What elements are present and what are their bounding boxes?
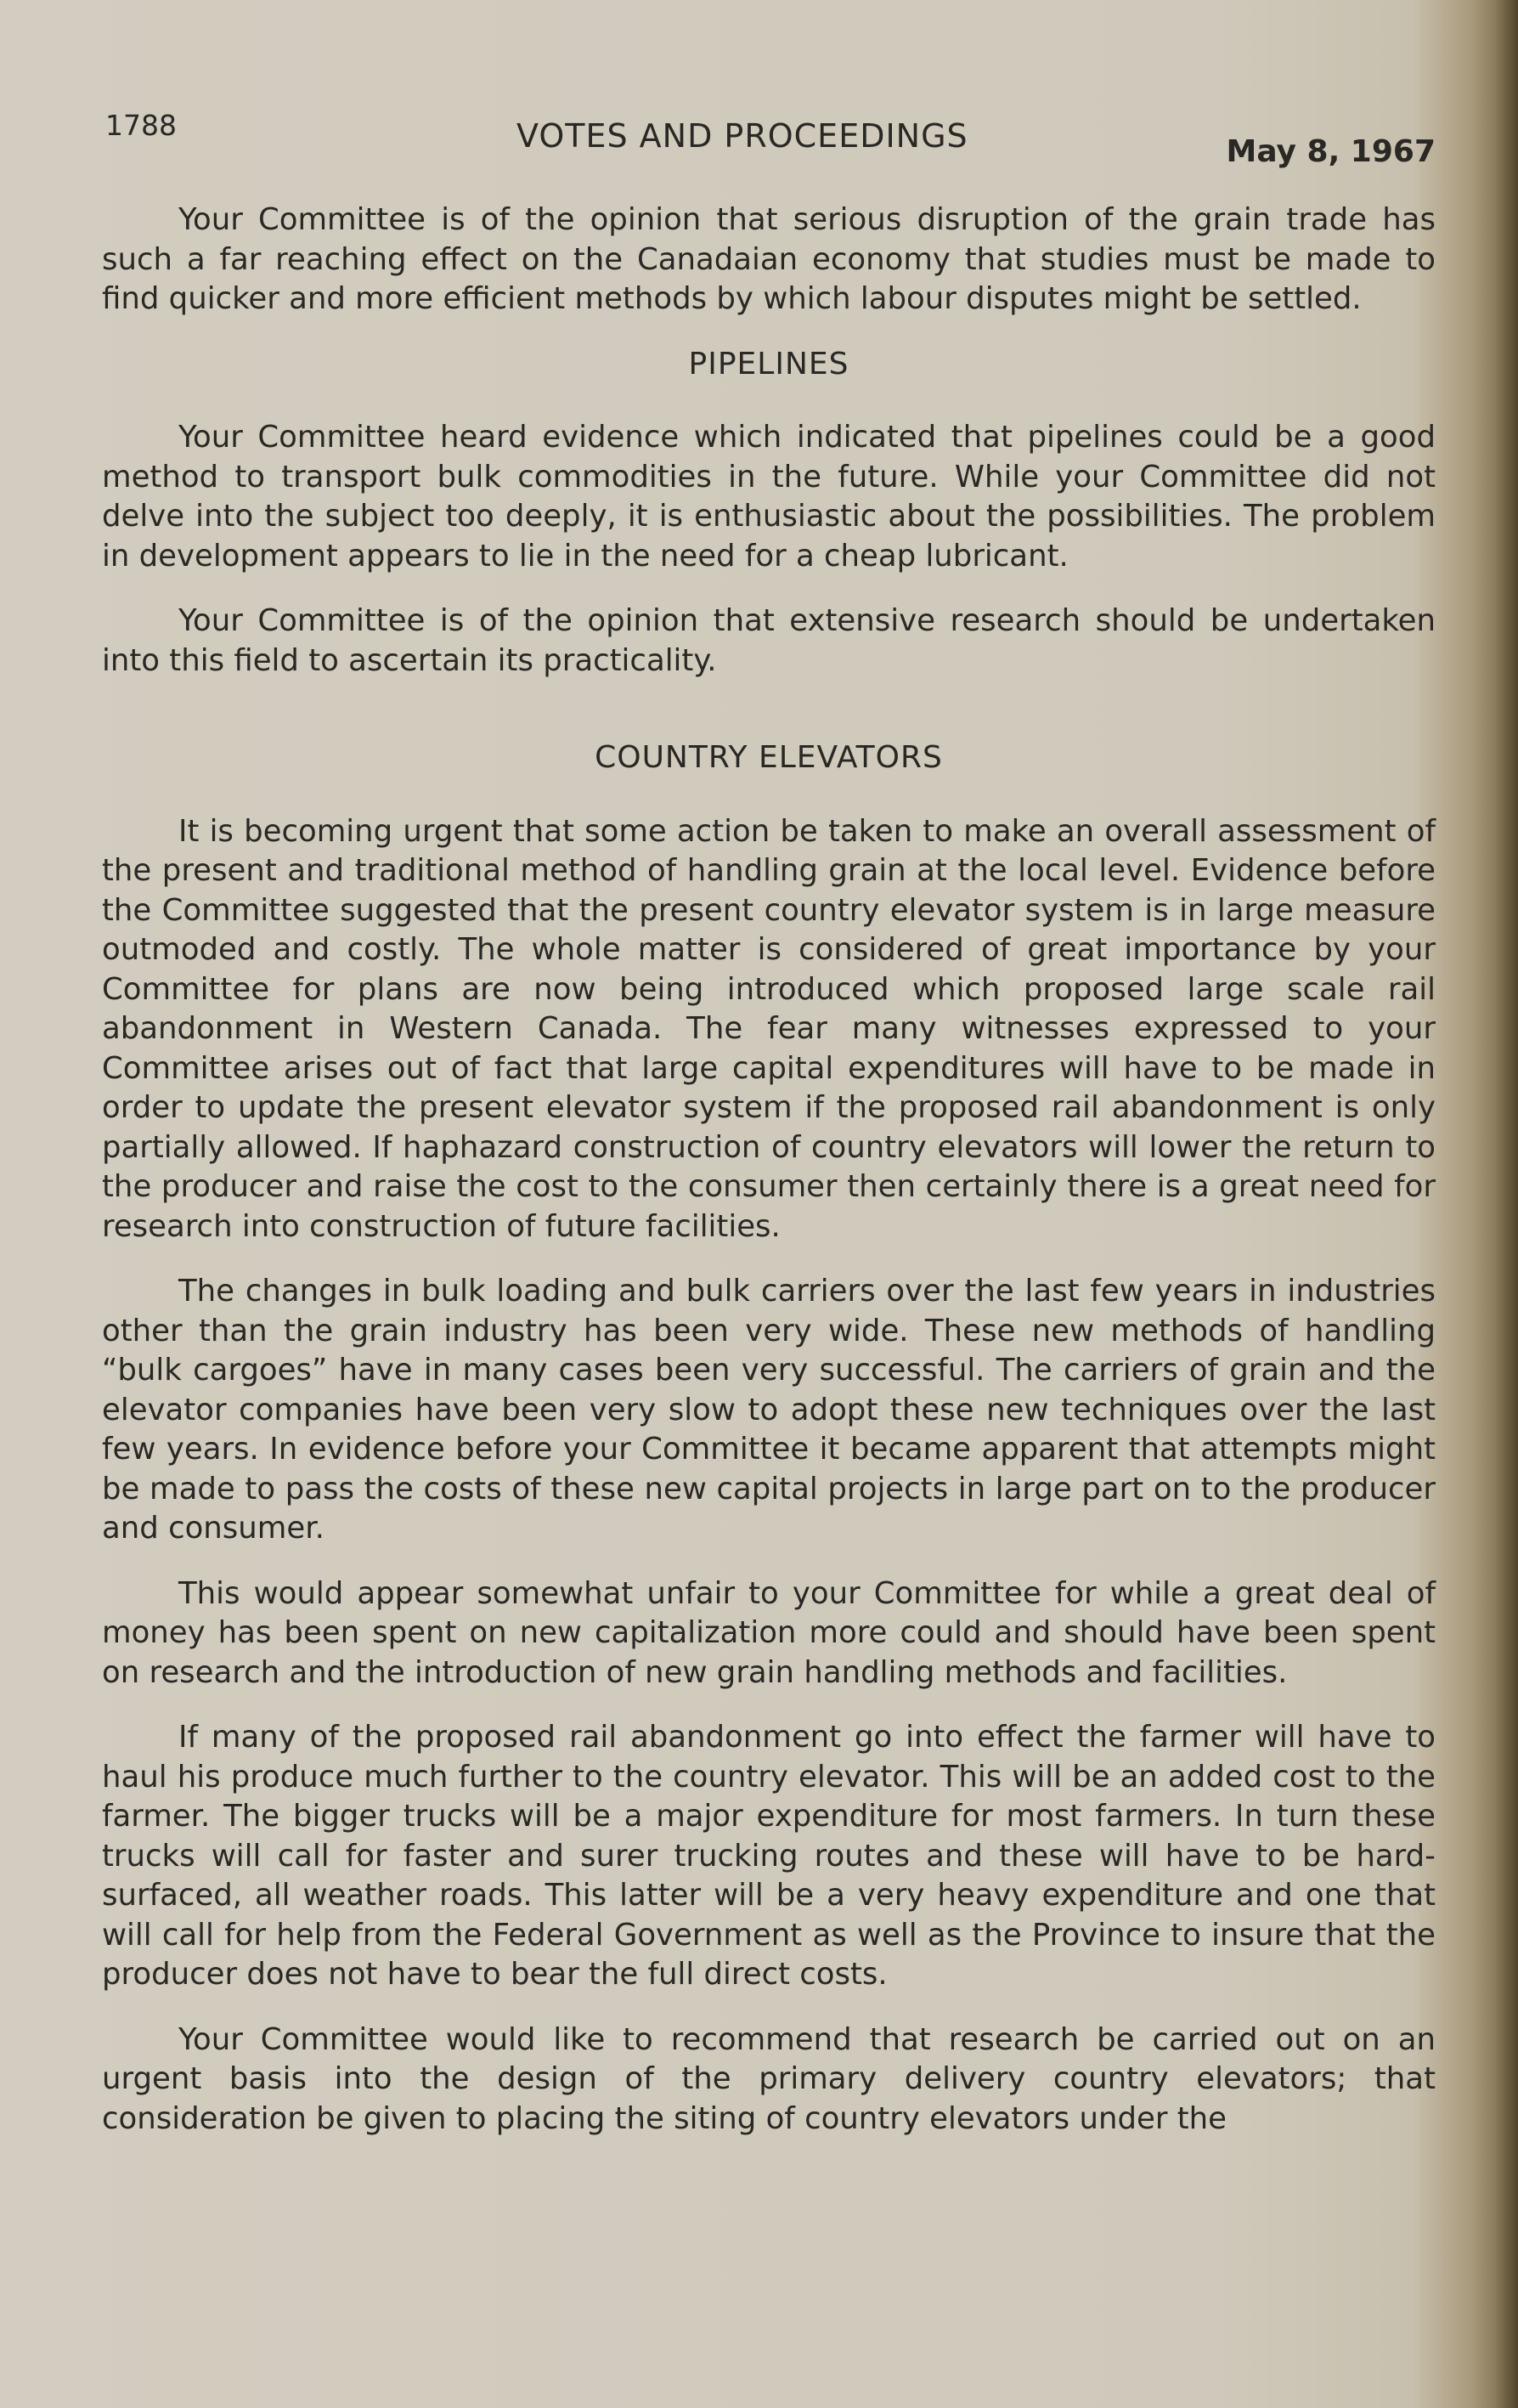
elevators-paragraph-3: This would appear somewhat unfair to your Committee for while a great deal of money has been spent on new capitalization more could and should have been spent on research and the introduction of new grain handling methods and facilities. <box>102 1575 1436 1690</box>
book-spine-shadow <box>1496 0 1518 2408</box>
elevators-paragraph-1: It is becoming urgent that some action be taken to make an overall assessment of the present and traditional method of handling grain at the local level. Evidence before the Committee suggested that the present country elevator system is in large measure outmoded and costly. The whole matter is considered of great importance by your Committee for plans are now being introduced which proposed large scale rail abandonment in Western Canada. The fear many witnesses expressed to your Committee arises out of fact that large capital expenditures will have to be made in order to update the present elevator system if the proposed rail abandonment is only partially allowed. If haphazard construction of country elevators will lower the return to the producer and raise the cost to the consumer then certainly there is a great need for research into construction of future facilities. <box>102 813 1436 1244</box>
pipelines-paragraph-1: Your Committee heard evidence which indicated that pipelines could be a good method to transport bulk commodities in the future. While your Committee did not delve into the subject too deeply, it is enthusiastic about the possibilities. The problem in development appears to lie in the need for a cheap lubricant. <box>102 420 1436 574</box>
pipelines-paragraph-2: Your Committee is of the opinion that extensive research should be undertaken into this field to ascertain its practicality. <box>102 603 1436 678</box>
section-heading-country-elevators: COUNTRY ELEVATORS <box>595 740 943 775</box>
section-heading-pipelines: PIPELINES <box>688 346 849 382</box>
elevators-paragraph-4: If many of the proposed rail abandonment go into effect the farmer will have to haul his produce much further to the country elevator. This will be an added cost to the farmer. The bigger trucks will be a major expenditure for most farmers. In turn these trucks will call for faster and surer trucking routes and these will have to be hard-surfaced, all weather roads. This latter will be a very heavy expenditure and one that will call for help from the Federal Government as well as the Province to insure that the producer does not have to bear the full direct costs. <box>102 1720 1436 1992</box>
page-body <box>102 201 1436 2164</box>
running-title: VOTES AND PROCEEDINGS <box>516 117 968 155</box>
page-header <box>105 102 1436 170</box>
elevators-paragraph-2: The changes in bulk loading and bulk carriers over the last few years in industries other than the grain industry has been very wide. These new methods of handling “bulk cargoes” have in many cases been very successful. The carriers of grain and the elevator companies have been very slow to adopt these new techniques over the last few years. In evidence before your Committee it became apparent that attempts might be made to pass the costs of these new capital projects in large part on to the producer and consumer. <box>102 1274 1436 1546</box>
page-date: May 8, 1967 <box>1226 134 1436 169</box>
intro-paragraph: Your Committee is of the opinion that serious disruption of the grain trade has such a far reaching effect on the Canadaian economy that studies must be made to find quicker and more efficient methods by which labour disputes might be settled. <box>102 202 1436 316</box>
page-number: 1788 <box>105 109 177 142</box>
elevators-paragraph-5: Your Committee would like to recommend that research be carried out on an urgent basis into the design of the primary delivery country elevators; that consideration be given to placing the siting of country elevators under the <box>102 2021 1436 2136</box>
